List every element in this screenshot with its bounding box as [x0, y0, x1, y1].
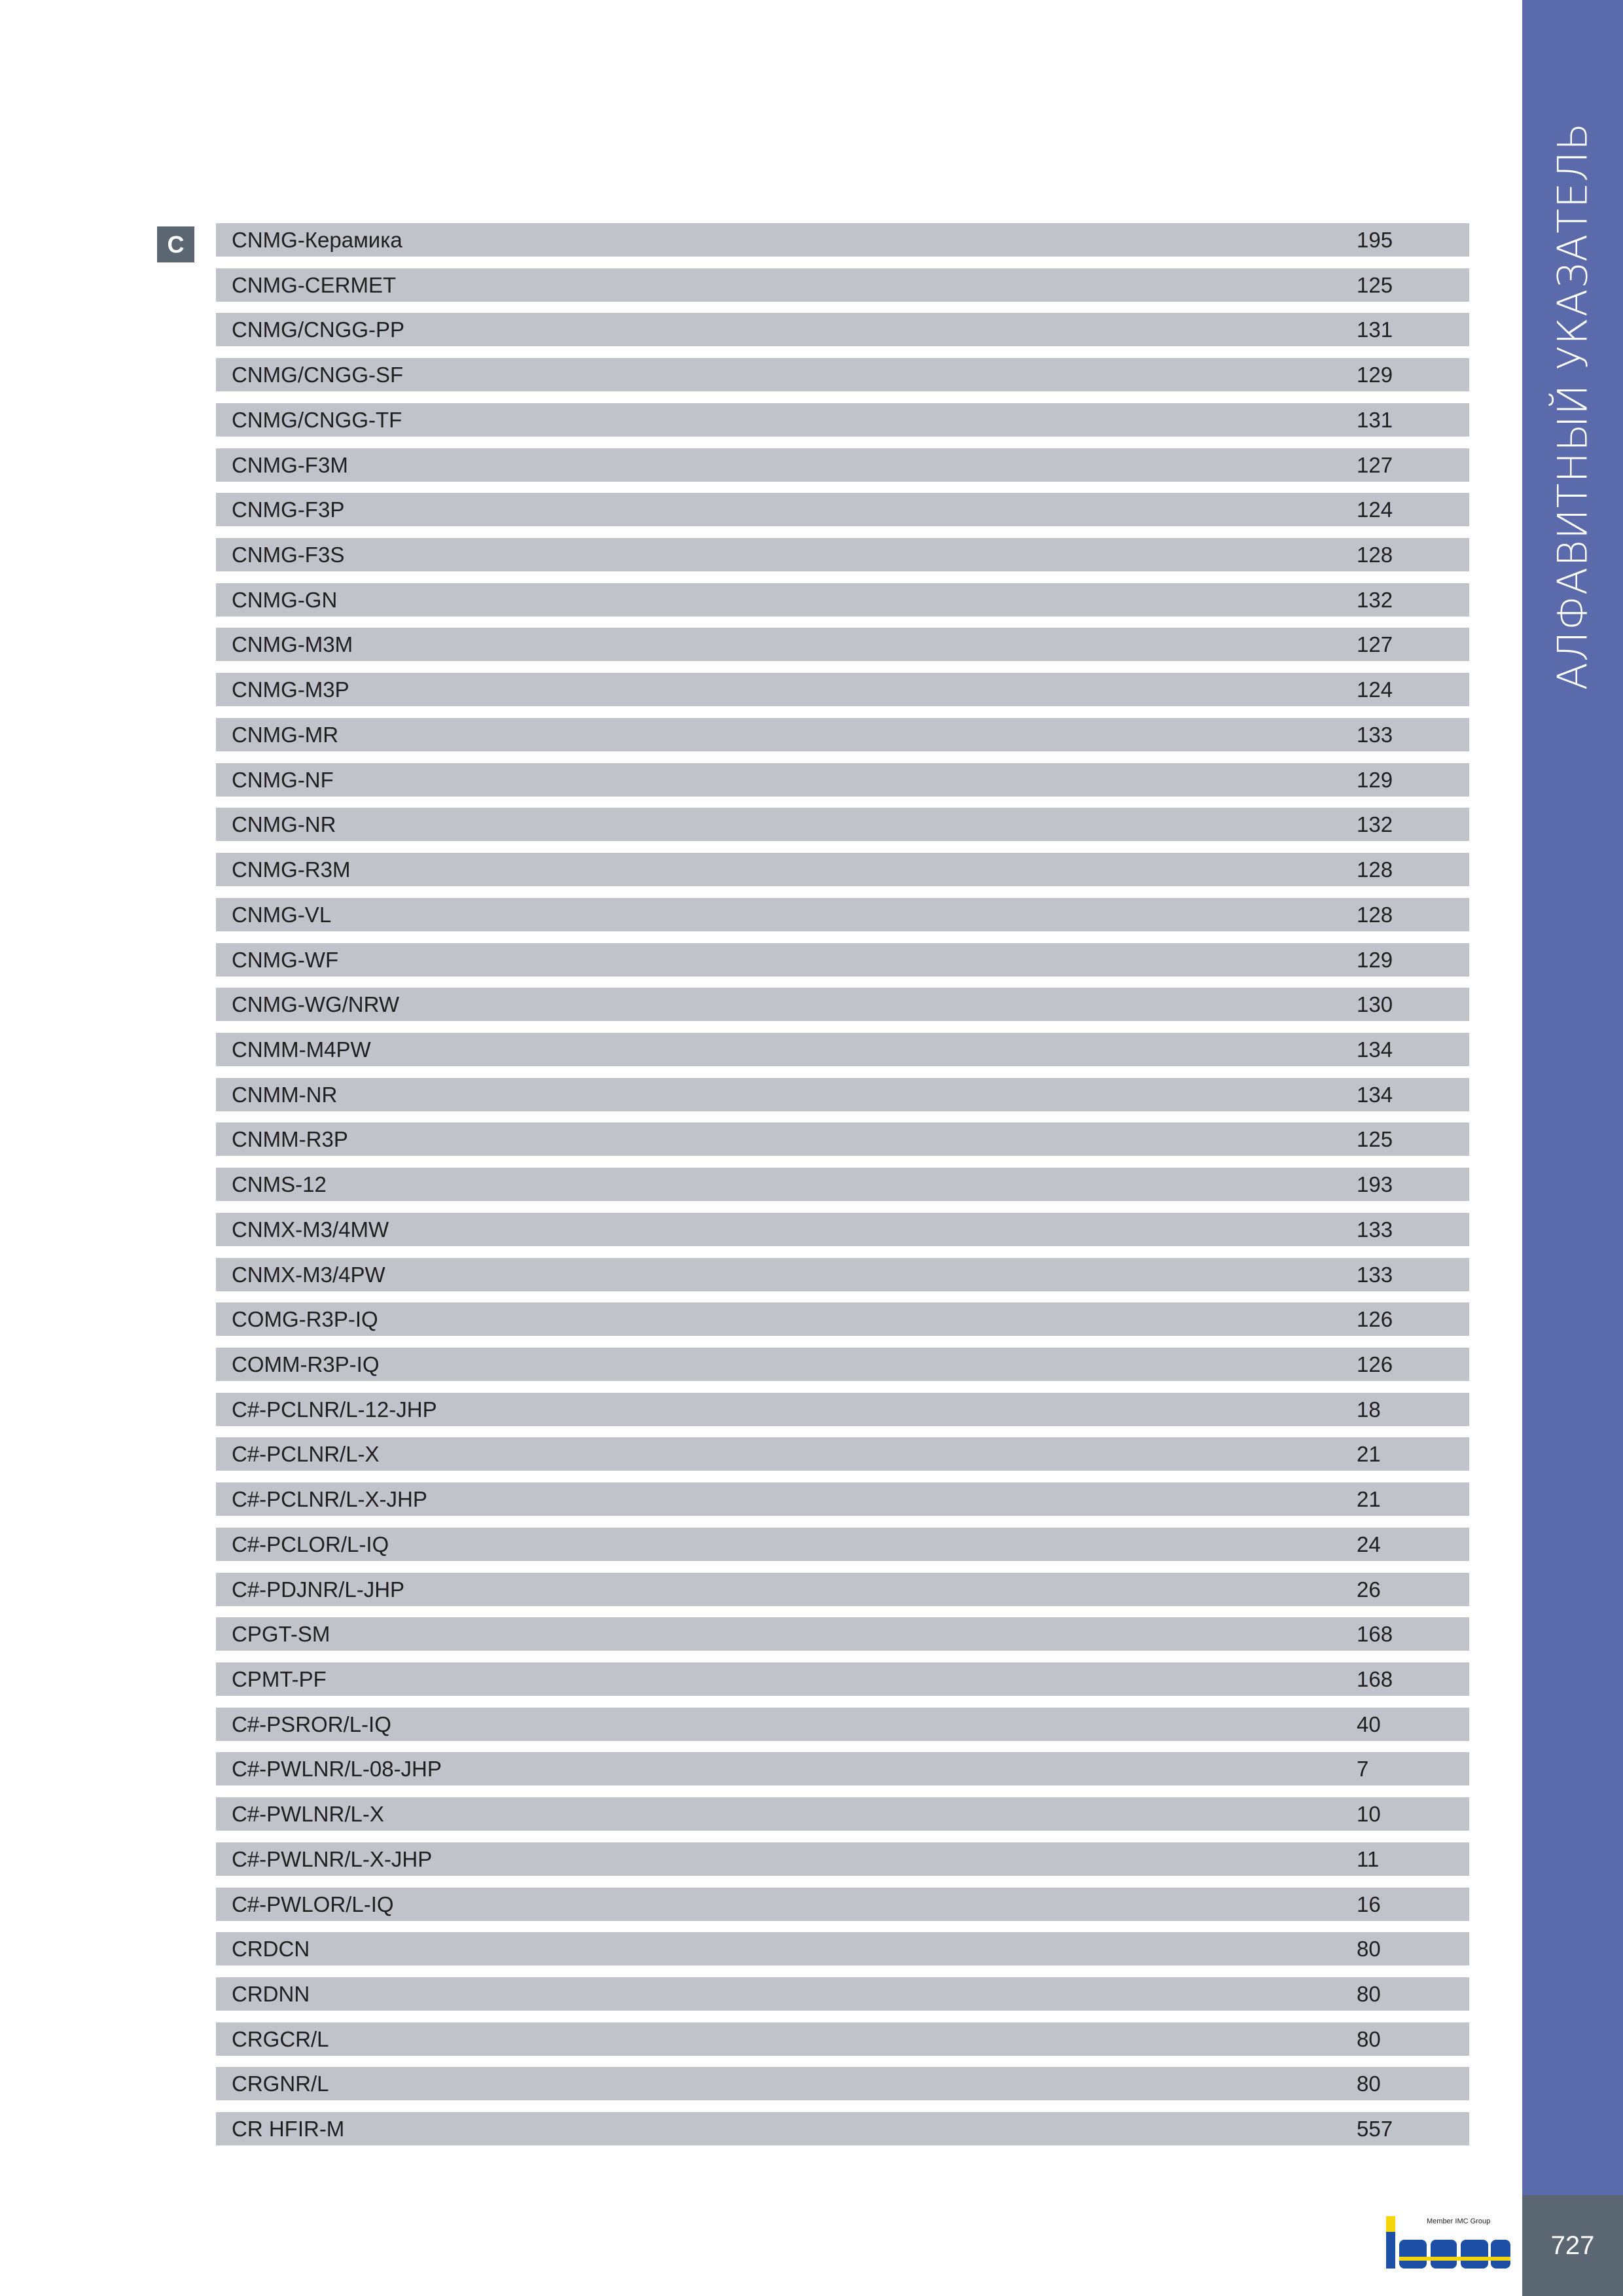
index-page-ref: 133 — [1357, 722, 1393, 747]
index-row — [216, 1528, 1469, 1561]
index-row — [216, 2022, 1469, 2056]
index-row — [216, 448, 1469, 482]
index-row — [216, 1888, 1469, 1921]
index-code: CNMS-12 — [232, 1172, 327, 1197]
index-row — [216, 1213, 1469, 1246]
index-code: CNMG-NF — [232, 767, 334, 792]
index-row — [216, 1482, 1469, 1516]
index-code: CNMG-CERMET — [232, 272, 397, 297]
index-page-ref: 21 — [1357, 1487, 1381, 1512]
index-code: CNMM-M4PW — [232, 1037, 371, 1062]
index-code: C#-PWLNR/L-08-JHP — [232, 1757, 442, 1782]
index-page-ref: 125 — [1357, 1127, 1393, 1152]
index-row — [216, 1393, 1469, 1426]
index-row — [216, 1932, 1469, 1965]
index-code: C#-PDJNR/L-JHP — [232, 1577, 405, 1602]
index-page-ref: 80 — [1357, 2026, 1381, 2051]
index-code: CRGCR/L — [232, 2026, 329, 2051]
index-code: CNMG-M3M — [232, 632, 353, 657]
index-code: CNMG-WF — [232, 947, 339, 972]
index-page-ref: 557 — [1357, 2117, 1393, 2142]
index-row — [216, 223, 1469, 257]
index-page-ref: 24 — [1357, 1532, 1381, 1556]
index-page-ref: 126 — [1357, 1307, 1393, 1332]
index-code: CNMG/CNGG-TF — [232, 407, 402, 432]
index-page-ref: 131 — [1357, 407, 1393, 432]
index-page-ref: 128 — [1357, 857, 1393, 882]
index-page-ref: 80 — [1357, 1937, 1381, 1962]
sidebar-title-text: АЛФАВИТНЫЙ УКАЗАТЕЛЬ — [1548, 122, 1597, 690]
index-page-ref: 40 — [1357, 1712, 1381, 1736]
index-code: CPMT-PF — [232, 1667, 327, 1691]
index-code: CNMG-F3S — [232, 543, 345, 567]
index-code: CRDNN — [232, 1982, 310, 2007]
index-row — [216, 1122, 1469, 1156]
index-code: COMG-R3P-IQ — [232, 1307, 378, 1332]
index-row — [216, 1302, 1469, 1336]
index-row — [216, 673, 1469, 706]
index-code: CNMG-WG/NRW — [232, 992, 400, 1017]
index-page-ref: 127 — [1357, 452, 1393, 477]
index-code: CNMG-F3P — [232, 497, 345, 522]
index-code: CNMM-NR — [232, 1082, 338, 1107]
index-page-ref: 125 — [1357, 272, 1393, 297]
section-letter-badge: C — [157, 226, 194, 262]
index-row — [216, 403, 1469, 437]
page-number: 727 — [1522, 2195, 1623, 2296]
index-page-ref: 11 — [1357, 1846, 1380, 1871]
index-row — [216, 808, 1469, 841]
index-code: CRGNR/L — [232, 2072, 329, 2096]
index-page-ref: 132 — [1357, 587, 1393, 612]
index-row — [216, 1078, 1469, 1111]
index-page-ref: 18 — [1357, 1397, 1381, 1422]
index-code: CNMG-NR — [232, 812, 336, 837]
index-code: CNMX-M3/4PW — [232, 1262, 385, 1287]
index-page-ref: 134 — [1357, 1082, 1393, 1107]
index-code: CNMX-M3/4MW — [232, 1217, 389, 1242]
index-row — [216, 1258, 1469, 1291]
index-row — [216, 898, 1469, 931]
index-page-ref: 168 — [1357, 1622, 1393, 1647]
index-page-ref: 124 — [1357, 497, 1393, 522]
index-page-ref: 128 — [1357, 902, 1393, 927]
index-row — [216, 358, 1469, 391]
index-page-ref: 133 — [1357, 1262, 1393, 1287]
index-code: CNMG-M3P — [232, 677, 349, 702]
index-row — [216, 268, 1469, 302]
index-code: CR HFIR-M — [232, 2117, 345, 2142]
index-row — [216, 493, 1469, 526]
index-page-ref: 131 — [1357, 317, 1393, 342]
index-row — [216, 1752, 1469, 1785]
index-page-ref: 195 — [1357, 228, 1393, 252]
index-code: C#-PCLNR/L-12-JHP — [232, 1397, 437, 1422]
index-row — [216, 2112, 1469, 2145]
index-code: CNMM-R3P — [232, 1127, 348, 1152]
index-page-ref: 127 — [1357, 632, 1393, 657]
index-row — [216, 1033, 1469, 1066]
index-row — [216, 538, 1469, 571]
index-row — [216, 2067, 1469, 2100]
index-code: COMM-R3P-IQ — [232, 1352, 380, 1376]
index-row — [216, 853, 1469, 886]
index-code: CRDCN — [232, 1937, 310, 1962]
index-page-ref: 10 — [1357, 1802, 1381, 1827]
index-row — [216, 943, 1469, 977]
index-row — [216, 628, 1469, 661]
index-row — [216, 718, 1469, 751]
index-page-ref: 128 — [1357, 543, 1393, 567]
index-row — [216, 988, 1469, 1021]
index-page-ref: 133 — [1357, 1217, 1393, 1242]
index-row — [216, 1168, 1469, 1201]
index-page-ref: 16 — [1357, 1892, 1381, 1916]
index-code: CNMG-F3M — [232, 452, 348, 477]
index-page-ref: 126 — [1357, 1352, 1393, 1376]
index-code: C#-PCLNR/L-X — [232, 1442, 380, 1467]
index-code: C#-PCLNR/L-X-JHP — [232, 1487, 427, 1512]
index-row — [216, 1437, 1469, 1471]
index-row — [216, 1977, 1469, 2011]
index-row — [216, 583, 1469, 617]
index-row — [216, 1573, 1469, 1606]
index-row — [216, 1842, 1469, 1876]
index-page-ref: 134 — [1357, 1037, 1393, 1062]
index-code: CNMG-MR — [232, 722, 339, 747]
index-row — [216, 1617, 1469, 1651]
logo-tagline: Member IMC Group — [1427, 2217, 1491, 2225]
index-page-ref: 193 — [1357, 1172, 1393, 1197]
index-page-ref: 124 — [1357, 677, 1393, 702]
index-list — [216, 223, 1469, 2157]
index-code: CPGT-SM — [232, 1622, 330, 1647]
index-code: CNMG/CNGG-SF — [232, 363, 404, 387]
index-code: CNMG-GN — [232, 587, 338, 612]
index-code: CNMG-R3M — [232, 857, 351, 882]
index-code: CNMG-VL — [232, 902, 332, 927]
index-code: C#-PWLNR/L-X-JHP — [232, 1846, 433, 1871]
index-page-ref: 7 — [1357, 1757, 1369, 1782]
index-row — [216, 1348, 1469, 1381]
index-code: C#-PSROR/L-IQ — [232, 1712, 391, 1736]
index-code: C#-PWLNR/L-X — [232, 1802, 384, 1827]
index-row — [216, 313, 1469, 346]
index-row — [216, 763, 1469, 797]
index-code: CNMG-Керамика — [232, 228, 402, 252]
index-page-ref: 21 — [1357, 1442, 1381, 1467]
index-page-ref: 132 — [1357, 812, 1393, 837]
sidebar-title — [1522, 85, 1623, 726]
index-page-ref: 26 — [1357, 1577, 1381, 1602]
index-code: C#-PWLOR/L-IQ — [232, 1892, 394, 1916]
index-page-ref: 80 — [1357, 2072, 1381, 2096]
index-page-ref: 168 — [1357, 1667, 1393, 1691]
index-page-ref: 129 — [1357, 767, 1393, 792]
index-page-ref: 130 — [1357, 992, 1393, 1017]
index-code: CNMG/CNGG-PP — [232, 317, 404, 342]
index-row — [216, 1708, 1469, 1741]
index-row — [216, 1797, 1469, 1831]
index-page-ref: 80 — [1357, 1982, 1381, 2007]
index-page-ref: 129 — [1357, 363, 1393, 387]
index-page-ref: 129 — [1357, 947, 1393, 972]
index-row — [216, 1662, 1469, 1696]
index-code: C#-PCLOR/L-IQ — [232, 1532, 389, 1556]
